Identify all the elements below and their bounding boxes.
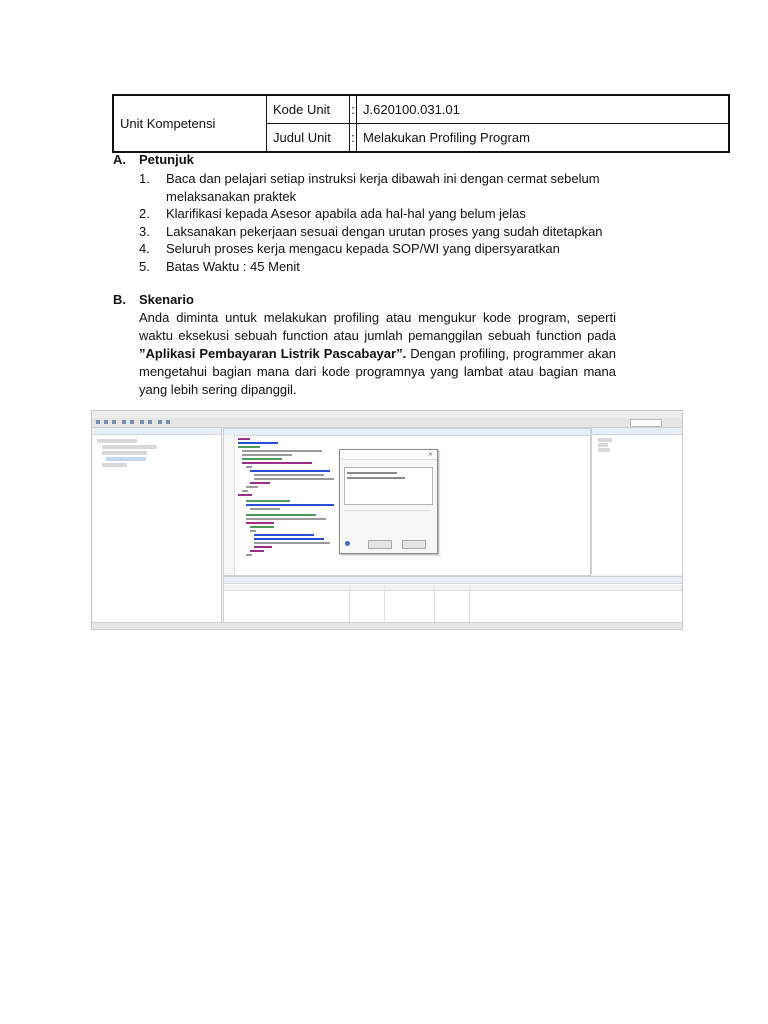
list-item xyxy=(139,170,619,205)
kode-unit-label: Kode Unit xyxy=(267,95,350,124)
problems-table-header xyxy=(224,585,682,591)
toolbar-icon xyxy=(130,420,134,424)
list-number: 2. xyxy=(139,206,150,221)
unit-label: Unit Kompetensi xyxy=(113,95,267,152)
code-line xyxy=(246,486,258,488)
instruction-list xyxy=(139,170,619,275)
code-line xyxy=(242,454,292,456)
list-item xyxy=(347,477,405,479)
ide-screenshot xyxy=(91,410,683,630)
list-text: Seluruh proses kerja mengacu kepada SOP/WI yang dipersyaratkan xyxy=(166,241,560,256)
code-line xyxy=(254,478,334,480)
code-line xyxy=(254,546,272,548)
close-icon: × xyxy=(428,451,434,458)
code-line xyxy=(238,446,260,448)
list-text: Batas Waktu : 45 Menit xyxy=(166,258,300,274)
problems-tab-bar xyxy=(224,577,682,584)
list-number: 1. xyxy=(139,171,150,186)
code-line xyxy=(242,458,282,460)
code-line xyxy=(238,438,250,440)
table-row xyxy=(113,95,729,124)
section-title: Petunjuk xyxy=(139,152,194,167)
code-line xyxy=(250,526,274,528)
toolbar-icon xyxy=(104,420,108,424)
colon: : xyxy=(350,124,357,153)
code-line xyxy=(254,542,330,544)
ok-button xyxy=(368,540,392,549)
column-divider xyxy=(469,585,470,623)
list-text: Klarifikasi kepada Asesor apabila ada hal-hal yang belum jelas xyxy=(166,206,526,221)
scenario-text-end: Dengan profiling, programmer akan mengetahui bagian mana dari kode programnya yang lambat atau bagian mana yang lebih sering dipanggil. xyxy=(139,346,617,397)
outline-pane xyxy=(591,428,682,574)
column-divider xyxy=(384,585,385,623)
outline-item xyxy=(598,448,610,452)
code-line xyxy=(238,494,252,496)
list-text: Laksanakan pekerjaan sesuai dengan urutan proses yang sudah ditetapkan xyxy=(166,223,603,239)
list-item xyxy=(139,205,619,223)
section-title: Skenario xyxy=(139,292,194,307)
ide-toolbar xyxy=(92,418,682,428)
outline-item xyxy=(598,443,608,447)
outline-item xyxy=(598,438,612,442)
quick-access-field xyxy=(630,419,662,427)
code-line xyxy=(246,522,274,524)
code-line xyxy=(246,514,316,516)
toolbar-icon xyxy=(166,420,170,424)
code-line xyxy=(246,500,290,502)
code-line xyxy=(254,534,314,536)
kode-unit-value: J.620100.031.01 xyxy=(357,95,730,124)
code-line xyxy=(250,508,280,510)
column-divider xyxy=(434,585,435,623)
editor-tab-bar xyxy=(224,429,590,436)
outline-tab-bar xyxy=(592,428,682,435)
tree-item xyxy=(102,463,127,467)
code-line xyxy=(246,554,252,556)
project-explorer-pane xyxy=(93,428,222,628)
application-name: ”Aplikasi Pembayaran Listrik Pascabayar”. xyxy=(139,346,407,361)
tree-item xyxy=(97,439,137,443)
problems-pane xyxy=(223,576,683,624)
list-number: 3. xyxy=(139,223,150,239)
code-line xyxy=(246,466,252,468)
toolbar-icon xyxy=(140,420,144,424)
toolbar-icon xyxy=(112,420,116,424)
code-line xyxy=(254,538,324,540)
toolbar-icon xyxy=(148,420,152,424)
section-letter: B. xyxy=(113,292,126,307)
column-divider xyxy=(349,585,350,623)
code-line xyxy=(238,442,278,444)
list-item xyxy=(347,472,397,474)
code-line xyxy=(250,530,256,532)
code-line xyxy=(242,462,312,464)
cancel-button xyxy=(402,540,426,549)
tree-item xyxy=(102,445,157,449)
tree-item xyxy=(102,451,147,455)
line-number-gutter xyxy=(224,435,235,575)
profile-as-dialog xyxy=(339,449,438,554)
pane-tab-bar xyxy=(93,428,221,435)
ide-menubar xyxy=(92,411,682,418)
code-line xyxy=(242,490,248,492)
unit-info-table xyxy=(112,94,730,153)
code-line xyxy=(246,518,326,520)
judul-unit-value: Melakukan Profiling Program xyxy=(357,124,730,153)
tree-item-selected xyxy=(106,457,146,461)
colon: : xyxy=(350,95,357,124)
scenario-text-start: Anda diminta untuk melakukan profiling atau mengukur kode program, seperti waktu eksekusi sebuah function atau jumlah pemanggilan sebuah function pada xyxy=(139,310,616,343)
code-line xyxy=(250,470,330,472)
ide-status-bar xyxy=(92,622,682,629)
list-item xyxy=(139,240,619,258)
toolbar-icon xyxy=(158,420,162,424)
code-line xyxy=(242,450,322,452)
list-item xyxy=(139,258,619,276)
code-line xyxy=(250,482,270,484)
toolbar-icon xyxy=(122,420,126,424)
dialog-description xyxy=(344,510,431,533)
code-line xyxy=(246,504,334,506)
profile-target-list xyxy=(344,467,433,505)
judul-unit-label: Judul Unit xyxy=(267,124,350,153)
scenario-paragraph xyxy=(139,309,616,399)
dialog-title-bar xyxy=(340,450,437,460)
toolbar-icon xyxy=(96,420,100,424)
list-text: Baca dan pelajari setiap instruksi kerja dibawah ini dengan cermat sebelum melaksanakan praktek xyxy=(166,171,600,204)
list-item xyxy=(139,223,619,241)
list-number: 4. xyxy=(139,241,150,256)
code-line xyxy=(250,550,264,552)
code-line xyxy=(254,474,324,476)
help-icon xyxy=(345,541,350,546)
section-letter: A. xyxy=(113,152,126,167)
list-number: 5. xyxy=(139,258,150,274)
